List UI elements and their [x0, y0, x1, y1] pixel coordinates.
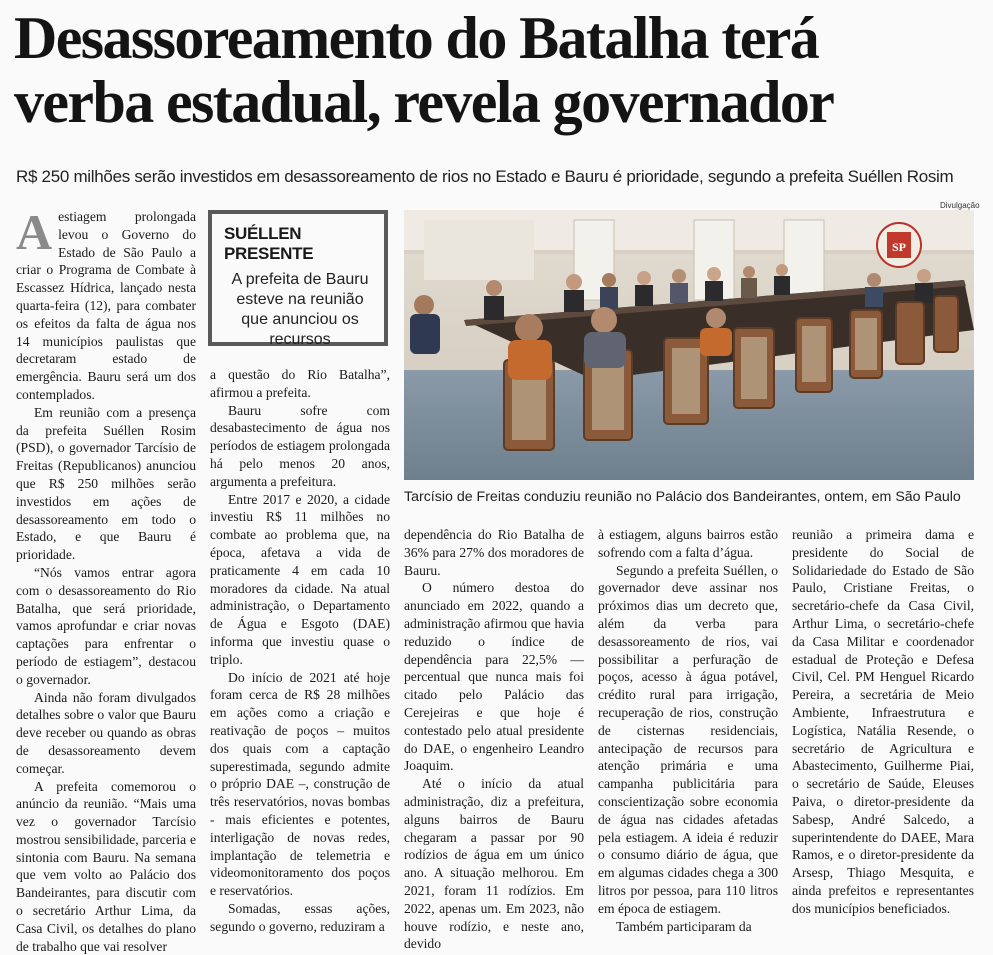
headline-line-2: verba estadual, revela governador [14, 70, 984, 134]
photo-caption: Tarcísio de Freitas conduziu reunião no Palácio dos Bandeirantes, ontem, em São Paulo [404, 488, 984, 506]
state-seal-text: SP [892, 240, 906, 254]
article-paragraph: O número destoa do anunciado em 2022, quando a administração afirmou que havia reduzido o índice de dependência para 22,5% — percentual que nunca mais foi citado pelo Palácio das Cerejeiras e que hoje é contestado pelo atual presidente do DAE, o engenheiro Leandro Joaquim. [404, 579, 584, 775]
meeting-photo [404, 210, 974, 480]
article-paragraph: Aestiagem prolongada levou o Governo do Estado de São Paulo a criar o Programa de Combate à Escassez Hídrica, lançado nesta quarta-feira (12), para combater os efeitos da falta de água nos 14 municípios paulistas que decretaram estado de emergência. Bauru será um dos contemplados. [16, 208, 196, 404]
article-paragraph: Entre 2017 e 2020, a cidade investiu R$ 11 milhões no combate ao problema que, na época, afetava a vida de praticamente 4 em cada 10 moradores da cidade. Na atual administração, o Departamento de Água e Esgoto (DAE) informa que investiu quase o triplo. [210, 491, 390, 669]
article-paragraph: à estiagem, alguns bairros estão sofrendo com a falta d’água. [598, 526, 778, 562]
article-paragraph: reunião a primeira dama e presidente do Social de Solidariedade do Estado de São Paulo, Cristiane Freitas, o secretário-chefe da Casa Civil, Arthur Lima, o secretário-chefe da Casa Militar e coordenador estadual de Proteção e Defesa Civil, Cel. PM Henguel Ricardo Pereira, a secretária de Meio Ambiente, Infraestrutura e Logística, Natália Resende, o secretário de Agricultura e Abastecimento, Guilherme Piai, o secretário de Saúde, Eleuses Paiva, o diretor-presidente da Sabesp, André Salcedo, a superintendente do DAEE, Mara Ramos, e o diretor-presidente da Arsesp, Thiago Mesquita, e ainda prefeitos e representantes dos municípios beneficiados. [792, 526, 974, 918]
subheadline: R$ 250 milhões serão investidos em desassoreamento de rios no Estado e Bauru é prioridade, segundo a prefeita Suéllen Rosim [16, 166, 986, 188]
article-paragraph: Em reunião com a presença da prefeita Suéllen Rosim (PSD), o governador Tarcísio de Freitas (Republicanos) anunciou que R$ 250 milhões serão investidos em ações de desassoreamento em todo o Estado, e que Bauru é prioridade. [16, 404, 196, 564]
article-column-2 [210, 366, 390, 936]
article-paragraph: A prefeita comemorou o anúncio da reunião. “Mais uma vez o governador Tarcísio mostrou sensibilidade, parceria e sintonia com Bauru. Na semana que vem volto ao Palácio dos Bandeirantes, para discutir com o secretário Arthur Lima, da Casa Civil, os detalhes do plano de trabalho que vai resolver [16, 778, 196, 955]
article-paragraph: Segundo a prefeita Suéllen, o governador deve assinar nos próximos dias um decreto que, além da verba para desassoreamento de rios, vai possibilitar a perfuração de poços, acesso à água potável, crédito rural para irrigação, recuperação de rios, construção de cisternas residenciais, antecipação de recursos para atenção primária e uma campanha publicitária para conscientização sobre economia de água nas cidades afetadas pela estiagem. A ideia é reduzir o consumo diário de água, que em algumas cidades chega a 300 litros por pessoa, para 110 litros em época de estiagem. [598, 562, 778, 918]
photo-credit: Divulgação [940, 201, 980, 210]
sidebar-callout [208, 210, 388, 346]
headline-line-1: Desassoreamento do Batalha terá [14, 6, 984, 70]
drop-cap: A [16, 212, 52, 252]
article-paragraph: Também participaram da [598, 918, 778, 936]
article-paragraph: Do início de 2021 até hoje foram cerca de R$ 28 milhões em ações como a criação e reativação de poços – muitos dos quais com a captação superestimada, segundo admite o próprio DAE –, construção de três reservatórios, novas bombas - mais eficientes e potentes, interligação de novas redes, implantação de telemetria e videomonitoramento dos poços e reservatórios. [210, 669, 390, 900]
article-paragraph: “Nós vamos entrar agora com o desassoreamento do Rio Batalha, que será prioridade, vamos aprofundar e criar novas captações para enfrentar o período de estiagem”, destacou o governador. [16, 564, 196, 689]
headline [14, 6, 984, 134]
callout-text: A prefeita de Bauru esteve na reunião que anunciou os recursos [224, 270, 376, 350]
callout-title: SUÉLLEN PRESENTE [224, 224, 376, 264]
article-column-1 [16, 208, 196, 955]
meeting-photo-illustration [404, 210, 974, 480]
article-column-3 [404, 526, 584, 953]
article-paragraph: dependência do Rio Batalha de 36% para 27% dos moradores de Bauru. [404, 526, 584, 579]
article-paragraph: Bauru sofre com desabastecimento de água nos períodos de estiagem prolongada há pelo menos 20 anos, argumenta a prefeitura. [210, 402, 390, 491]
article-paragraph: a questão do Rio Batalha”, afirmou a prefeita. [210, 366, 390, 402]
article-paragraph: Até o início da atual administração, diz a prefeitura, alguns bairros de Bauru chegaram a passar por 90 rodízios de água em um único ano. A situação melhorou. Em 2021, foram 11 rodízios. Em 2022, apenas um. Em 2023, não houve rodízio, e neste ano, devido [404, 775, 584, 953]
article-column-5 [792, 526, 974, 918]
article-paragraph: Somadas, essas ações, segundo o governo, reduziram a [210, 900, 390, 936]
article-column-4 [598, 526, 778, 935]
article-paragraph: Ainda não foram divulgados detalhes sobre o valor que Bauru deve receber ou quando as obras de desassoreamento devem começar. [16, 689, 196, 778]
